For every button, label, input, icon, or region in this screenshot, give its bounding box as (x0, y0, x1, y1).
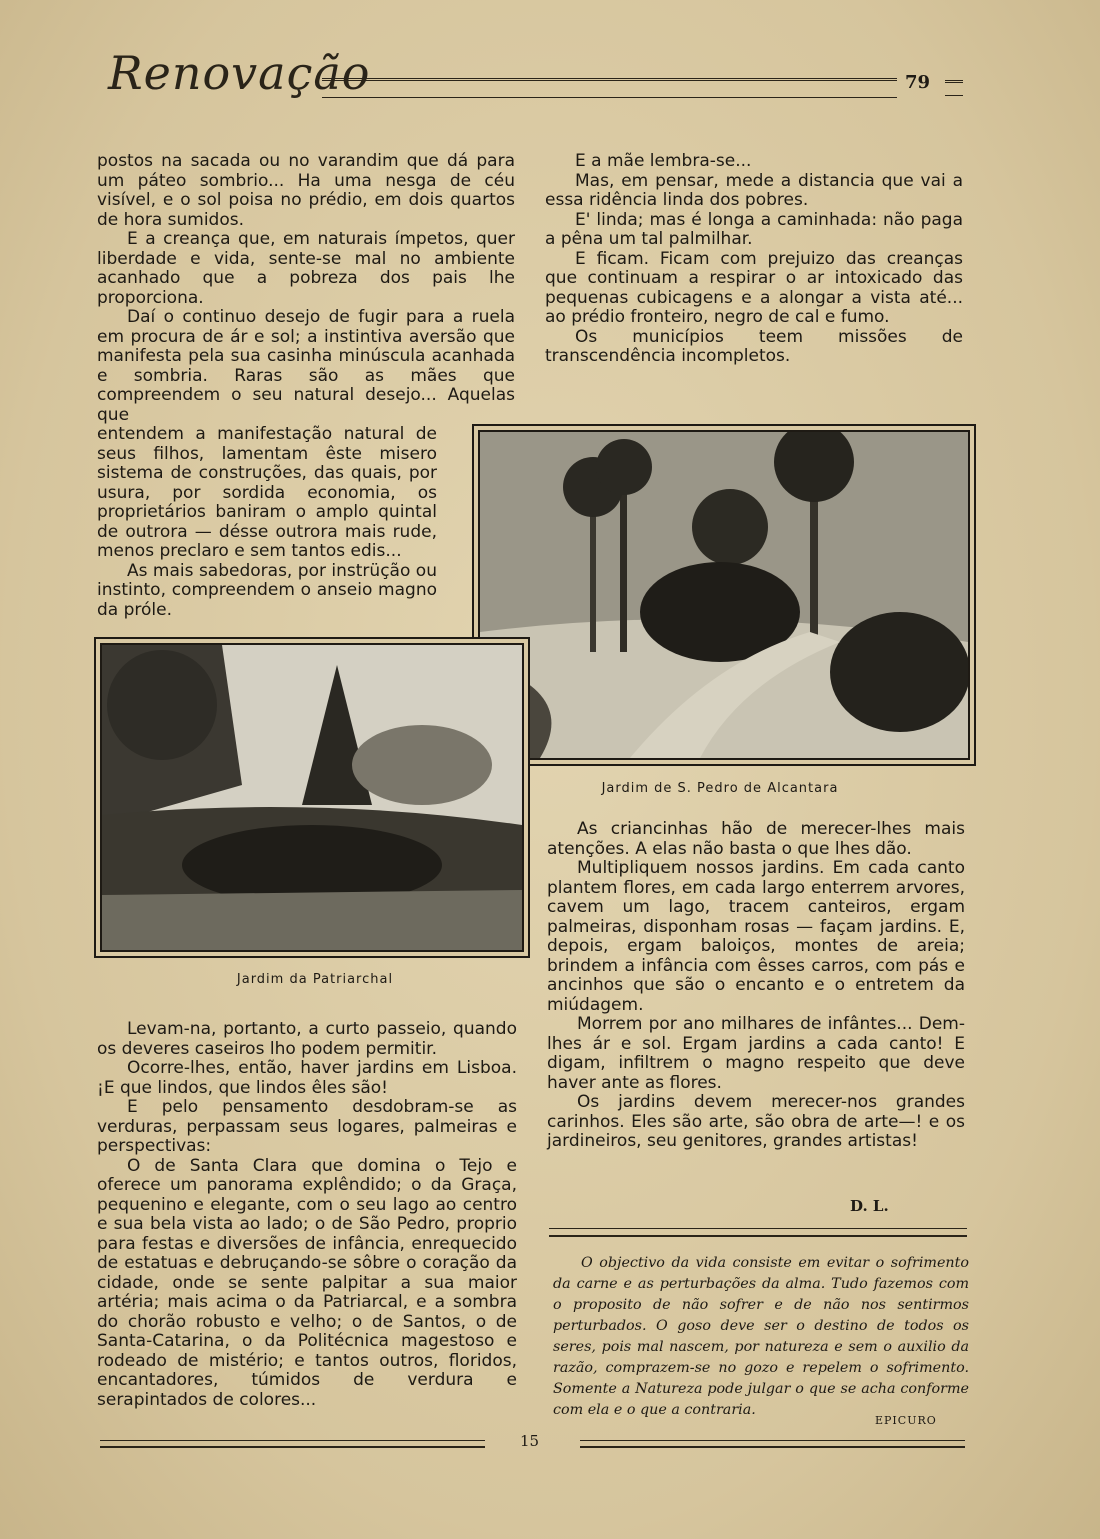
masthead-logo: Renovação (108, 46, 371, 100)
epicurus-quote (553, 1253, 969, 1421)
paragraph: postos na sacada ou no varandim que dá para um páteo sombrio... Ha uma nesga de céu visível, e o sol poisa no prédio, em dois quartos de hora sumidos. (97, 151, 515, 230)
quote-text: O objectivo da vida consiste em evitar o sofrimento da carne e as perturbações da alma. Tudo fazemos com o proposito de não sofrer e de não nos sentirmos perturbados. O goso deve ser o destino de todos os seres, pois mal nascem, por natureza e sem o auxilio da razão, comprazem-se no gozo e repelem o sofrimento. Somente a Natureza pode julgar o que se acha conforme com ela e o que a contraria. (553, 1255, 969, 1418)
photo-jardim-patriarchal (100, 643, 524, 952)
paragraph: E pelo pensamento desdobram-se as verduras, perpassam seus logares, palmeiras e perspectivas: (97, 1097, 517, 1156)
paragraph: E' linda; mas é longa a caminhada: não paga a pêna um tal palmilhar. (545, 209, 963, 249)
column-d (547, 820, 965, 1152)
page-number-top: 79 (905, 72, 931, 93)
column-a (97, 152, 515, 620)
paragraph: Multipliquem nossos jardins. Em cada canto plantem flores, em cada largo enterrem arvores, cavem um lago, tracem canteiros, ergam palmeiras, disponham rosas — façam jardins. E, depois, ergam baloiços, montes de areia; brindem a infância com êsses carros, com pás e ancinhos que são o encanto e o entretem da miúdagem. (547, 858, 965, 1015)
paragraph: entendem a manifestação natural de seus filhos, lamentam êste misero sistema de construções, das quais, por usura, por sordida economia, os proprietários baniram o amplo quintal de outrora — désse outrora mais rude, menos preclaro e sem tantos edis... (97, 424, 437, 561)
header-rule (322, 78, 897, 98)
footer-rule-left (100, 1440, 485, 1448)
paragraph: Os municípios teem missões de transcendência incompletos. (545, 326, 963, 366)
paragraph: E a creança que, em naturais ímpetos, quer liberdade e vida, sente-se mal no ambiente acanhado que a pobreza dos pais lhe proporciona. (97, 229, 515, 308)
header-rule-end (945, 80, 963, 96)
author-signature: D. L. (850, 1197, 889, 1215)
photo-caption: Jardim da Patriarchal (236, 972, 394, 987)
paragraph: Morrem por ano milhares de infântes... Dem-lhes ár e sol. Ergam jardins a cada canto! E digam, infiltrem o magno respeito que deve haver ante as flores. (547, 1014, 965, 1093)
paragraph: Ocorre-lhes, então, haver jardins em Lisboa. ¡E que lindos, que lindos êles são! (97, 1058, 517, 1098)
paragraph: As criancinhas hão de merecer-lhes mais atenções. A elas não basta o que lhes dão. (547, 819, 965, 859)
paragraph: Daí o continuo desejo de fugir para a ruela em procura de ár e sol; a instintiva aversão que manifesta pela sua casinha minúscula acanhada e sombria. Raras são as mães que compreendem o seu natural desejo... Aquelas que (97, 307, 515, 425)
quote-rule (549, 1228, 967, 1237)
photo-caption: Jardim de S. Pedro de Alcantara (601, 781, 839, 796)
paragraph: Os jardins devem merecer-nos grandes carinhos. Eles são arte, são obra de arte—! e os jardineiros, seu genitores, grandes artistas! (547, 1092, 965, 1151)
paragraph: Mas, em pensar, mede a distancia que vai a essa ridência linda dos pobres. (545, 170, 963, 210)
photo-jardim-sao-pedro (478, 430, 970, 760)
quote-author: EPICURO (875, 1414, 937, 1427)
column-b (545, 152, 963, 367)
paragraph: Levam-na, portanto, a curto passeio, quando os deveres caseiros lho podem permitir. (97, 1019, 517, 1059)
paragraph: O de Santa Clara que domina o Tejo e oferece um panorama explêndido; o da Graça, pequenino e elegante, com o seu lago ao centro e sua bela vista ao lado; o de São Pedro, proprio para festas e diversões de infância, enrequecido de estatuas e debruçando-se sôbre o coração da cidade, onde se sente palpitar a sua maior artéria; mais acima o da Patriarcal, e a sombra do chorão robusto e velho; o de Santos, o de Santa-Catarina, o da Politécnica magestoso e rodeado de mistério; e tantos outros, floridos, encantadores, túmidos de verdura e serapintados de colores... (97, 1155, 517, 1410)
column-c (97, 1020, 517, 1410)
footer-page-number: 15 (520, 1432, 540, 1450)
footer-rule-right (580, 1440, 965, 1448)
paragraph: E a mãe lembra-se... (575, 151, 752, 171)
paragraph: As mais sabedoras, por instrüção ou instinto, compreendem o anseio magno da próle. (97, 560, 437, 620)
paragraph: E ficam. Ficam com prejuizo das creanças que continuam a respirar o ar intoxicado das pequenas cubicagens e a alongar a vista até... ao prédio fronteiro, negro de cal e fumo. (545, 248, 963, 327)
